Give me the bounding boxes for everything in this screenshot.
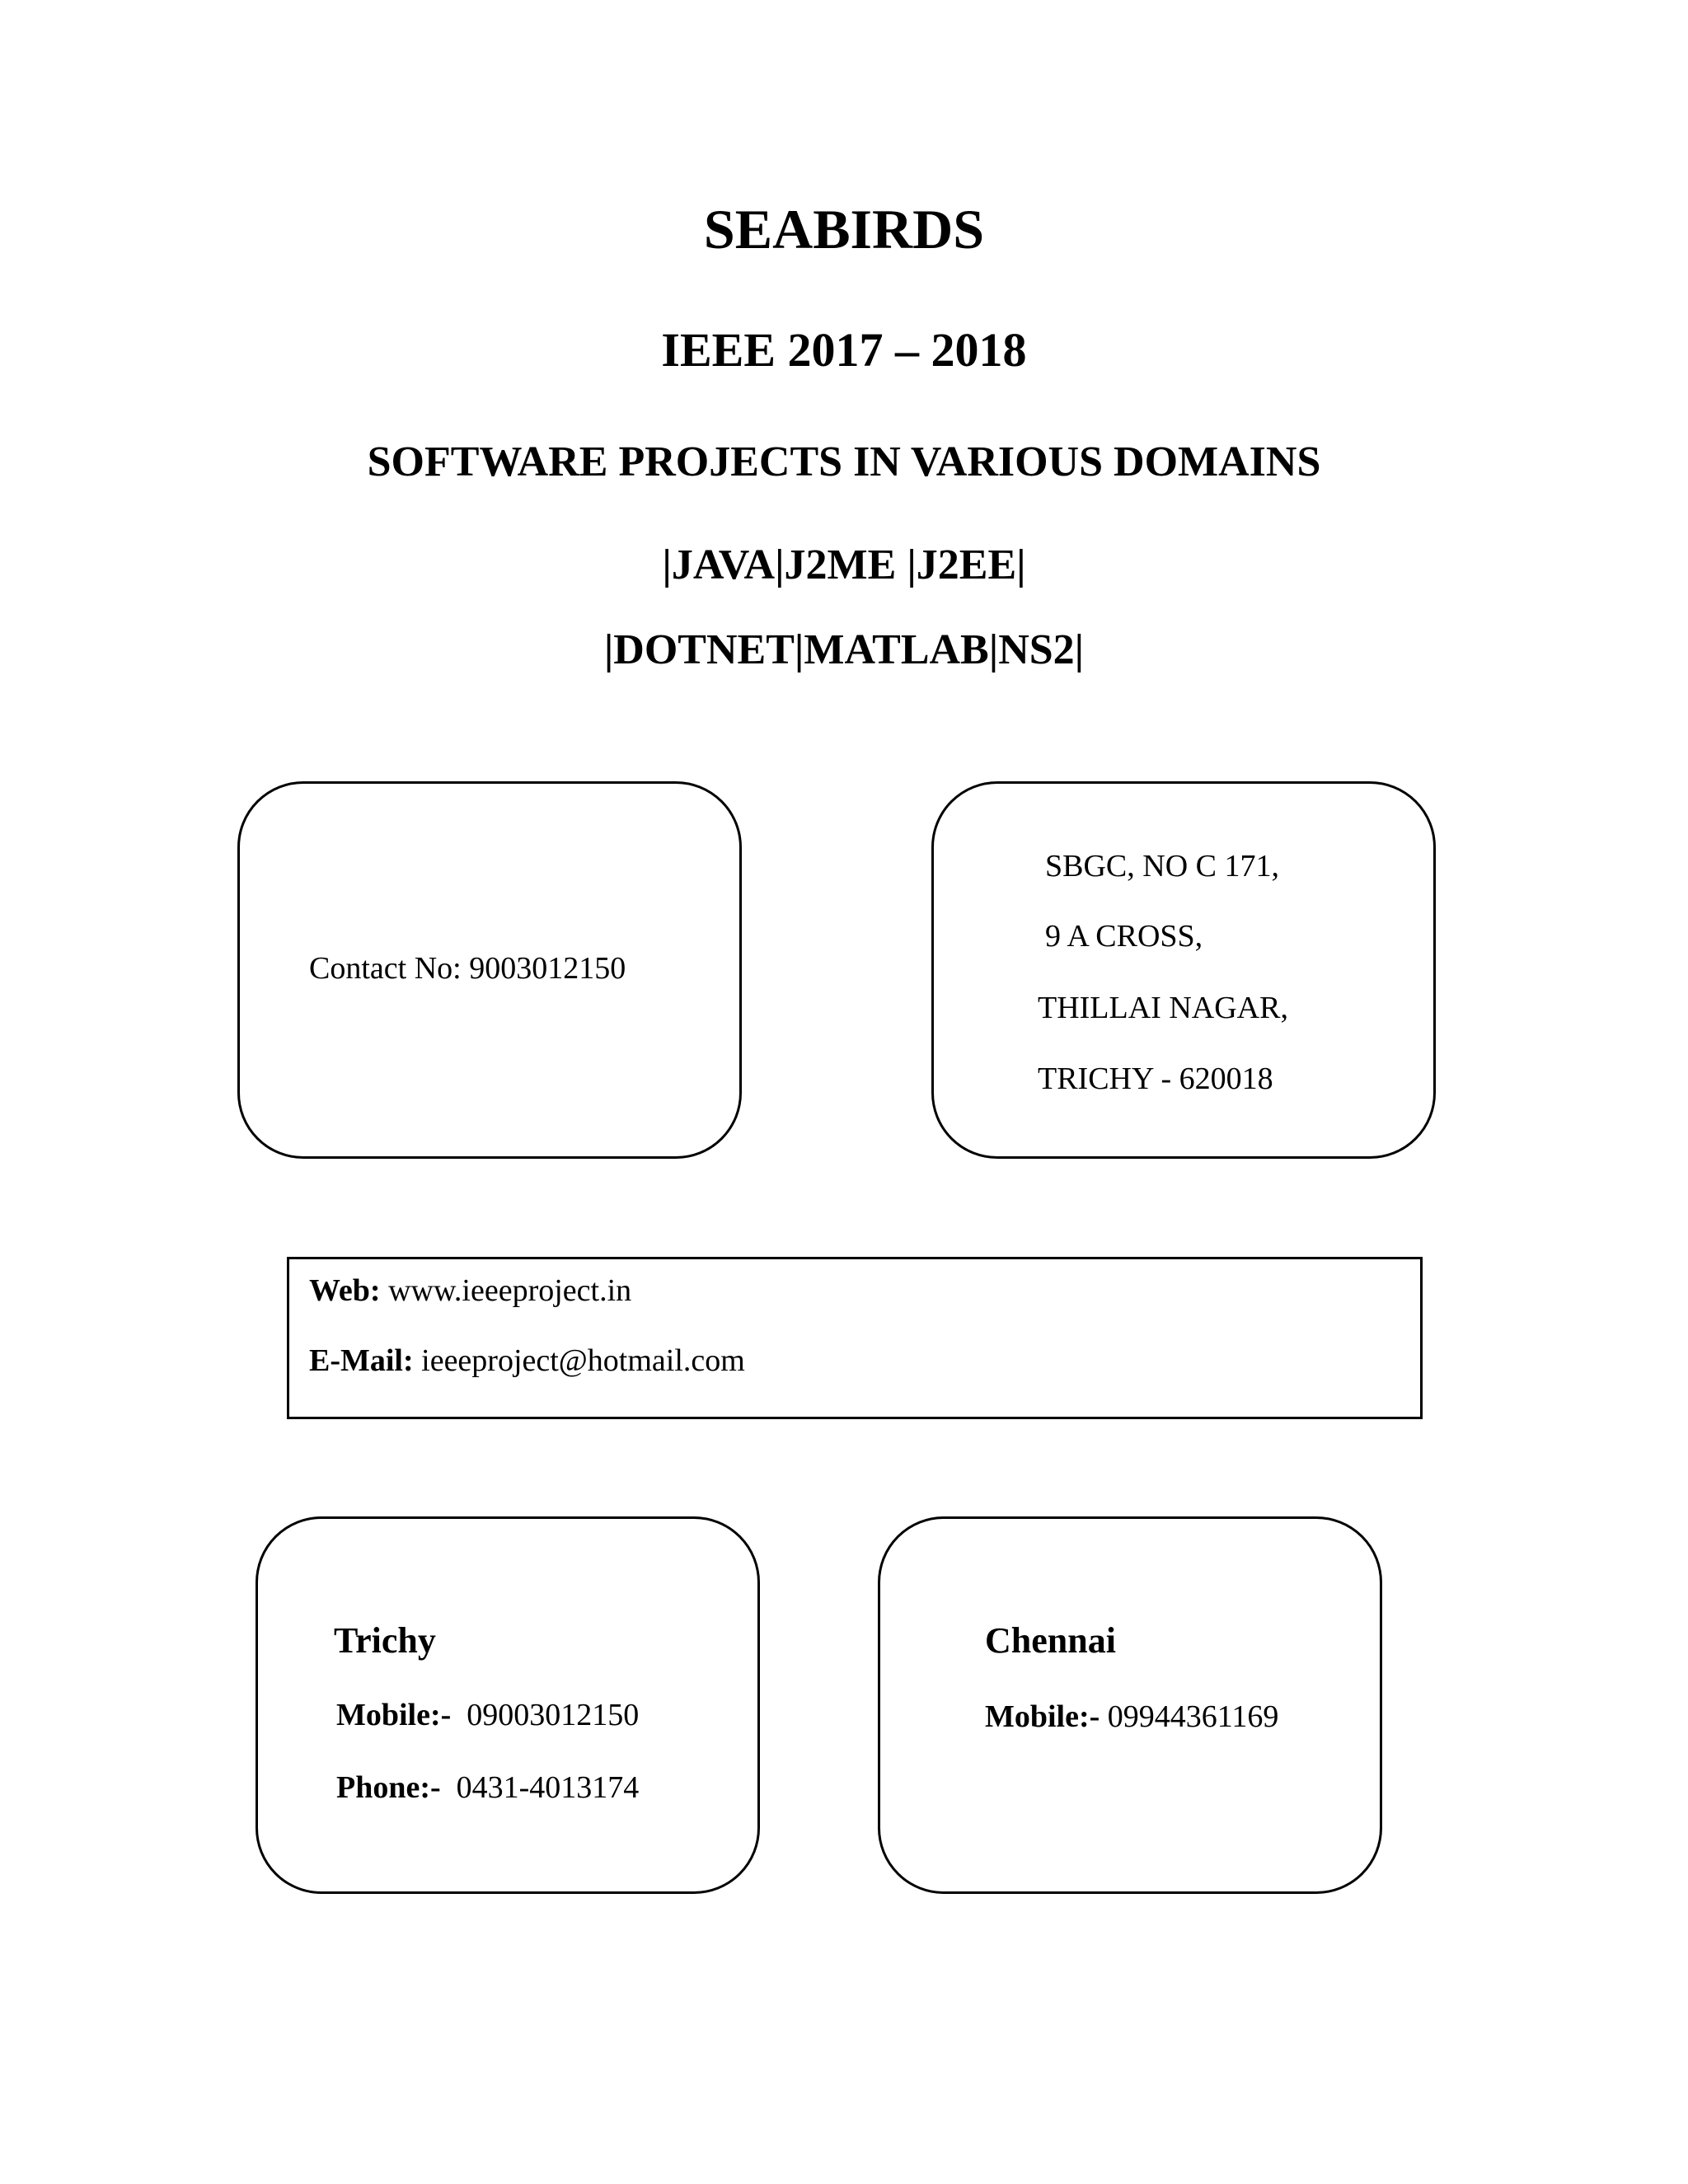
trichy-mobile-line	[336, 1696, 639, 1734]
email-address-link[interactable]: ieeeproject@hotmail.com	[421, 1343, 745, 1378]
web-url-link[interactable]: www.ieeeproject.in	[388, 1273, 632, 1308]
trichy-mobile-number: 09003012150	[467, 1698, 640, 1732]
email-line	[309, 1342, 745, 1380]
address-box	[931, 781, 1436, 1159]
web-label: Web:	[309, 1273, 381, 1308]
technology-line-2: |DOTNET|MATLAB|NS2|	[603, 626, 1085, 673]
web-line	[309, 1272, 631, 1310]
technology-line-1: |JAVA|J2ME |J2EE|	[662, 541, 1026, 588]
address-line-2: 9 A CROSS,	[1045, 919, 1203, 954]
chennai-city-label: Chennai	[985, 1620, 1116, 1661]
year-heading: IEEE 2017 – 2018	[661, 323, 1027, 377]
address-line-4: TRICHY - 620018	[1038, 1062, 1273, 1096]
chennai-mobile-number: 09944361169	[1107, 1699, 1279, 1734]
trichy-phone-label: Phone:-	[336, 1770, 441, 1805]
trichy-phone-line	[336, 1769, 639, 1807]
address-line-3: THILLAI NAGAR,	[1038, 991, 1288, 1025]
address-line-1: SBGC, NO C 171,	[1045, 849, 1279, 883]
trichy-phone-number: 0431-4013174	[456, 1770, 640, 1805]
company-name: SEABIRDS	[703, 198, 985, 260]
trichy-mobile-label: Mobile:-	[336, 1698, 452, 1732]
email-label: E-Mail:	[309, 1343, 414, 1378]
trichy-city-label: Trichy	[334, 1620, 436, 1661]
chennai-mobile-line	[985, 1698, 1278, 1736]
contact-number: Contact No: 9003012150	[309, 951, 626, 986]
subtitle-heading: SOFTWARE PROJECTS IN VARIOUS DOMAINS	[367, 438, 1321, 485]
chennai-mobile-label: Mobile:-	[985, 1699, 1100, 1734]
